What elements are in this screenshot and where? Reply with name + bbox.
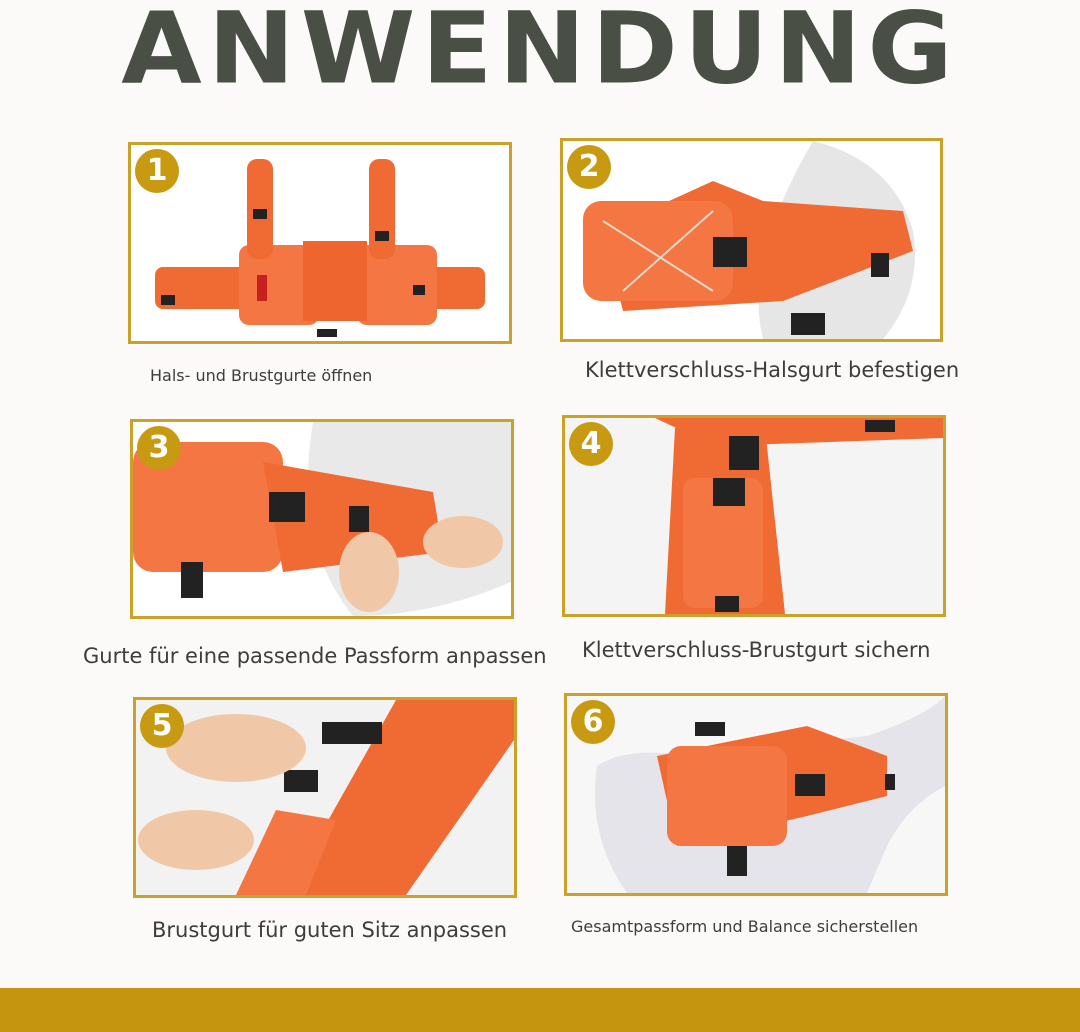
chest-strap-image bbox=[565, 418, 943, 614]
step-5-panel bbox=[133, 697, 517, 898]
page-title: ANWENDUNG bbox=[121, 0, 959, 107]
harness-flat-image bbox=[131, 145, 509, 341]
step-1-badge: 1 bbox=[135, 149, 179, 193]
step-3-badge: 3 bbox=[137, 426, 181, 470]
step-2-caption: Klettverschluss-Halsgurt befestigen bbox=[585, 358, 960, 382]
footer-bar bbox=[0, 988, 1080, 1032]
step-6-caption: Gesamtpassform und Balance sicherstellen bbox=[571, 917, 919, 936]
step-2-badge: 2 bbox=[567, 145, 611, 189]
step-1-caption: Hals- und Brustgurte öffnen bbox=[150, 366, 373, 385]
adjusting-straps-image bbox=[133, 422, 511, 616]
dog-wearing-harness-image bbox=[567, 696, 945, 893]
step-5-badge: 5 bbox=[140, 704, 184, 748]
step-1-panel bbox=[128, 142, 512, 344]
step-4-panel bbox=[562, 415, 946, 617]
step-6-panel bbox=[564, 693, 948, 896]
step-4-caption: Klettverschluss-Brustgurt sichern bbox=[582, 638, 931, 662]
harness-on-dog-neck-image bbox=[563, 141, 940, 339]
step-6-badge: 6 bbox=[571, 700, 615, 744]
adjusting-chest-strap-image bbox=[136, 700, 514, 895]
step-3-panel bbox=[130, 419, 514, 619]
step-3-caption: Gurte für eine passende Passform anpassen bbox=[83, 644, 547, 668]
step-2-panel bbox=[560, 138, 943, 342]
step-5-caption: Brustgurt für guten Sitz anpassen bbox=[152, 918, 508, 942]
step-4-badge: 4 bbox=[569, 422, 613, 466]
